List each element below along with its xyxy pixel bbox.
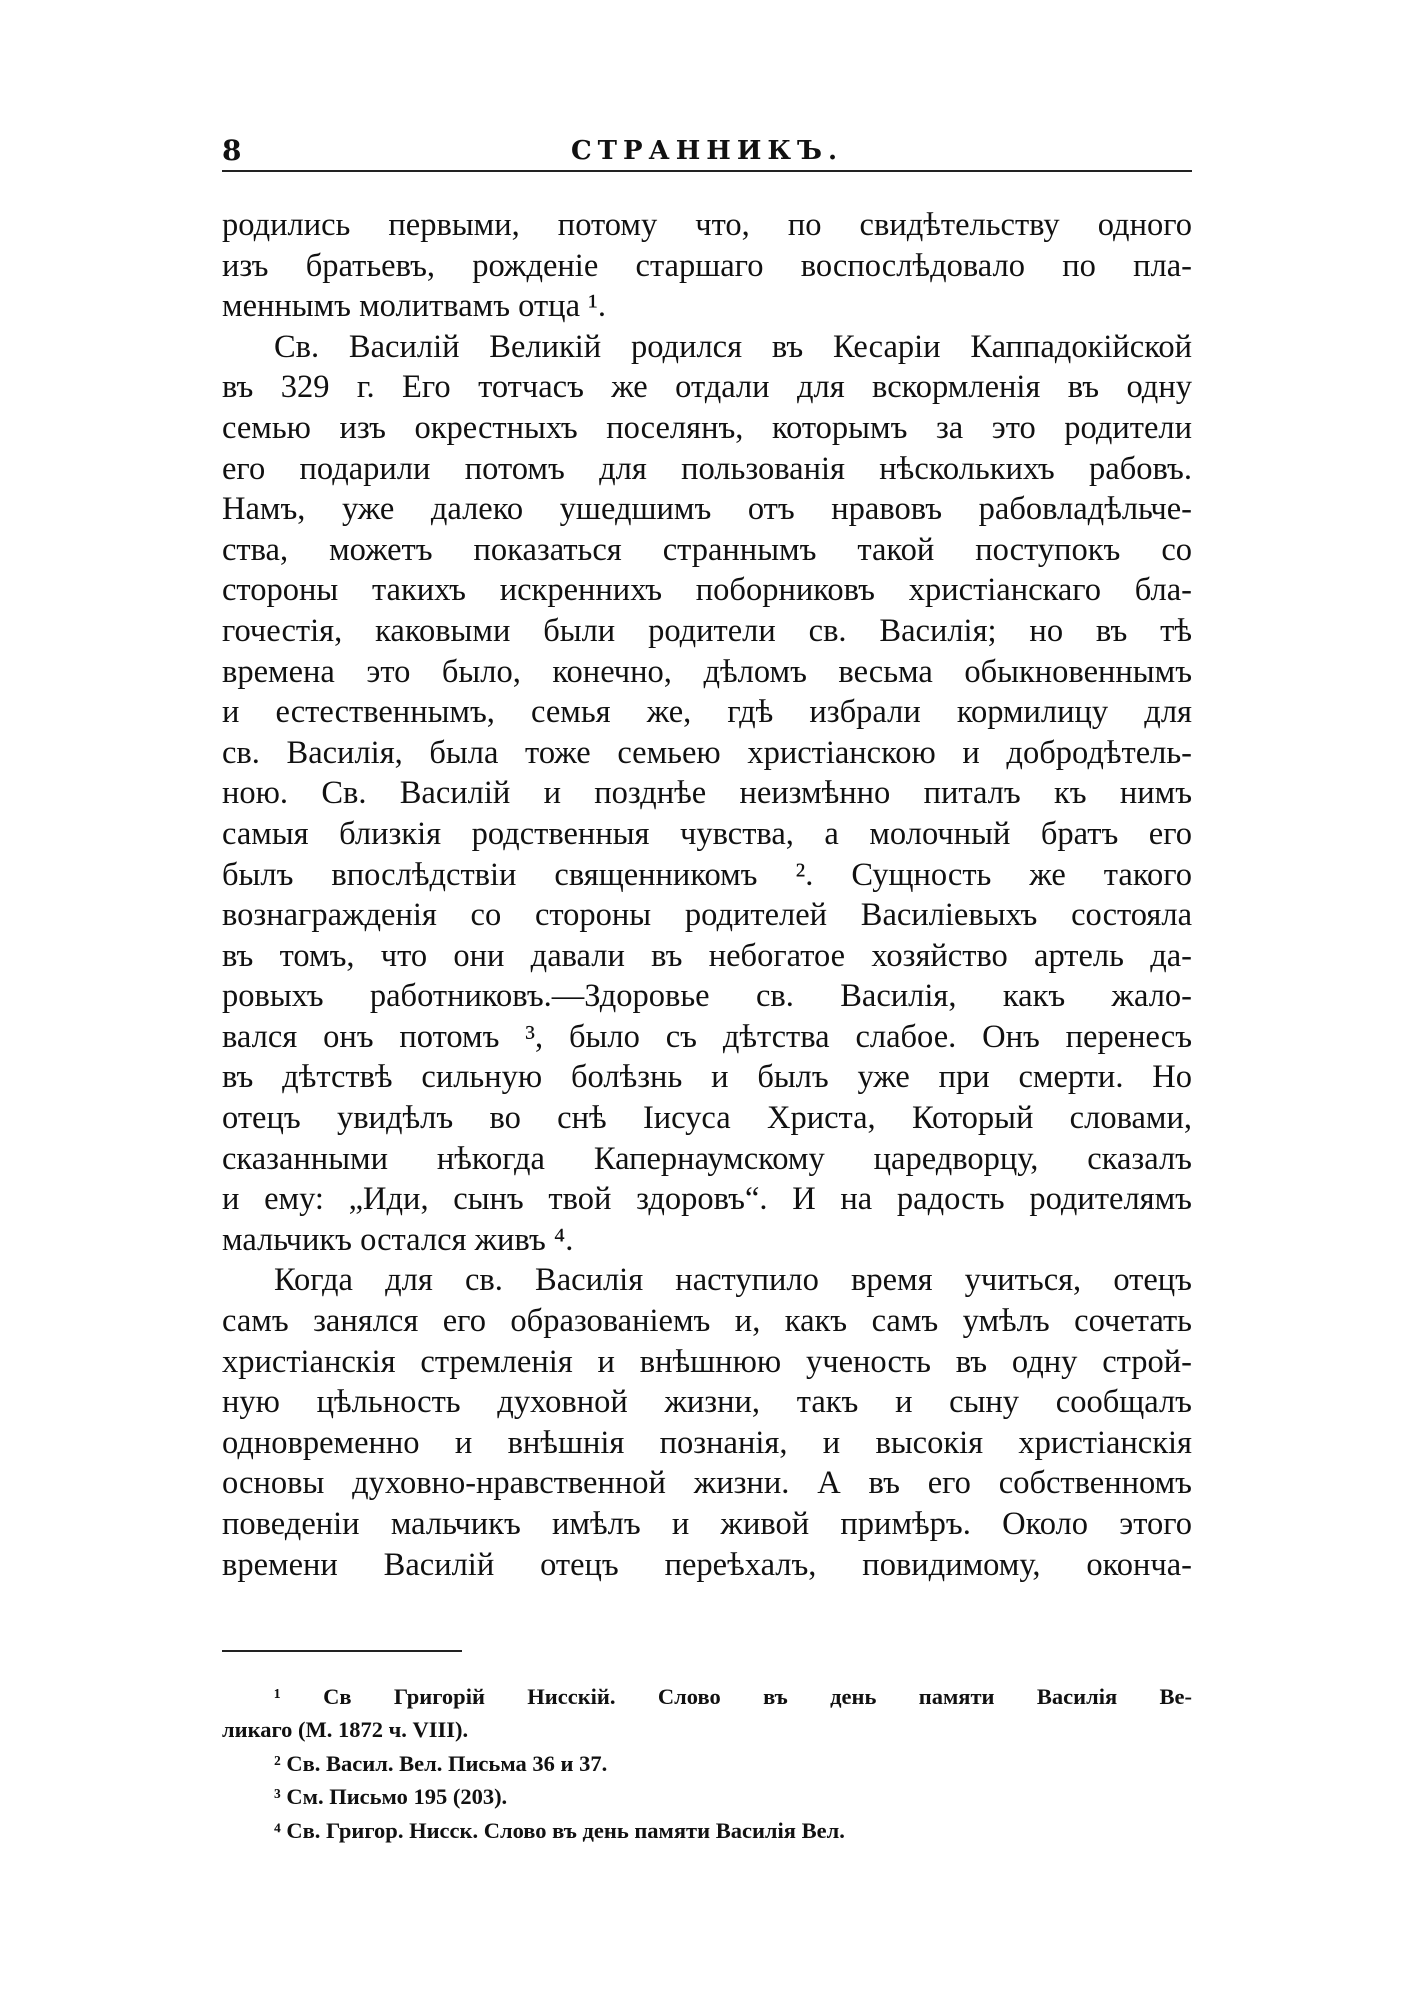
- text-line: Намъ, уже далеко ушедшимъ отъ нравовъ рабовладѣльче-: [222, 491, 1192, 528]
- footnote-line: ² Св. Васил. Вел. Письма 36 и 37.: [274, 1750, 608, 1776]
- text-line: его подарили потомъ для пользованія нѣсколькихъ рабовъ.: [222, 450, 1192, 487]
- text-line: и ему: „Иди, сынъ твой здоровъ“. И на радость родителямъ: [222, 1181, 1192, 1218]
- text-line: ную цѣльность духовной жизни, такъ и сыну сообщалъ: [222, 1384, 1192, 1421]
- text-line: времени Василій отецъ переѣхалъ, повидимому, оконча-: [222, 1546, 1192, 1583]
- text-line: ровыхъ работниковъ.—Здоровье св. Василія, какъ жало-: [222, 978, 1192, 1015]
- footnote-line: ¹ Св Григорій Нисскій. Слово въ день памяти Василія Ве-: [274, 1684, 1192, 1709]
- text-line: гочестія, каковыми были родители св. Василія; но въ тѣ: [222, 612, 1192, 649]
- text-line: одновременно и внѣшнія познанія, и высокія христіанскія: [222, 1424, 1192, 1461]
- text-line: сказанными нѣкогда Капернаумскому царедворцу, сказалъ: [222, 1140, 1192, 1177]
- text-line: стороны такихъ искреннихъ поборниковъ христіанскаго бла-: [222, 572, 1192, 609]
- text-line: времена это было, конечно, дѣломъ весьма обыкновеннымъ: [222, 653, 1192, 690]
- text-line: Когда для св. Василія наступило время учиться, отецъ: [274, 1262, 1192, 1299]
- text-line: вался онъ потомъ ³, было съ дѣтства слабое. Онъ перенесъ: [222, 1018, 1192, 1055]
- text-line: св. Василія, была тоже семьею христіанскою и добродѣтель-: [222, 734, 1192, 771]
- text-line: семью изъ окрестныхъ поселянъ, которымъ за это родители: [222, 409, 1192, 446]
- text-line: и естественнымъ, семья же, гдѣ избрали кормилицу для: [222, 694, 1192, 731]
- text-line: самыя близкія родственныя чувства, а молочный братъ его: [222, 815, 1192, 852]
- text-line: поведеніи мальчикъ имѣлъ и живой примѣръ. Около этого: [222, 1506, 1192, 1542]
- text-line: ною. Св. Василій и позднѣе неизмѣнно питалъ къ нимъ: [222, 775, 1192, 812]
- footnote-line: ⁴ Св. Григор. Нисск. Слово въ день памяти Василія Вел.: [274, 1817, 845, 1843]
- text-line: основы духовно-нравственной жизни. А въ его собственномъ: [222, 1465, 1192, 1502]
- page-number: 8: [222, 134, 242, 167]
- body-text: [222, 205, 1192, 1585]
- text-line: ства, можетъ показаться страннымъ такой поступокъ со: [222, 531, 1192, 568]
- text-line: изъ братьевъ, рожденіе старшаго воспослѣдовало по пла-: [222, 247, 1192, 284]
- text-line: вознагражденія со стороны родителей Василіевыхъ состояла: [222, 897, 1192, 934]
- footnotes: [222, 1680, 1192, 1847]
- text-line: Св. Василій Великій родился въ Кесаріи Каппадокійской: [274, 328, 1192, 365]
- text-line: въ 329 г. Его тотчасъ же отдали для вскормленія въ одну: [222, 369, 1192, 406]
- text-line: родились первыми, потому что, по свидѣтельству одного: [222, 207, 1192, 243]
- text-line: самъ занялся его образованіемъ и, какъ самъ умѣлъ сочетать: [222, 1303, 1192, 1340]
- text-line: въ томъ, что они давали въ небогатое хозяйство артель да-: [222, 937, 1192, 974]
- journal-title: СТРАННИКЪ.: [570, 136, 844, 166]
- text-line: былъ впослѣдствіи священникомъ ². Сущность же такого: [222, 856, 1192, 893]
- text-line: меннымъ молитвамъ отца ¹.: [222, 288, 606, 325]
- running-head: [222, 130, 1192, 172]
- footnote-line: ликаго (М. 1872 ч. VIII).: [222, 1717, 469, 1743]
- text-line: мальчикъ остался живъ ⁴.: [222, 1221, 574, 1258]
- footnote-divider: [222, 1650, 462, 1652]
- footnote-line: ³ См. Письмо 195 (203).: [274, 1784, 508, 1810]
- text-line: отецъ увидѣлъ во снѣ Іисуса Христа, Который словами,: [222, 1100, 1192, 1137]
- text-line: христіанскія стремленія и внѣшнюю ученость въ одну строй-: [222, 1343, 1192, 1380]
- text-line: въ дѣтствѣ сильную болѣзнь и былъ уже при смерти. Но: [222, 1059, 1192, 1096]
